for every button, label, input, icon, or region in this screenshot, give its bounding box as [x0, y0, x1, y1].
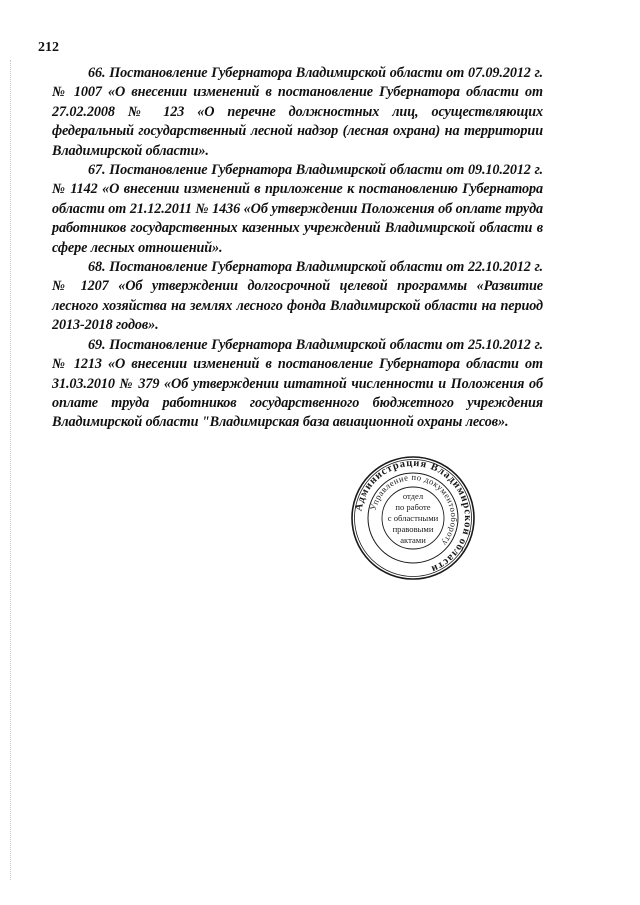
list-item: 67. Постановление Губернатора Владимирской области от 09.10.2012 г. № 1142 «О внесении изменений в приложение к постановлению Губернатора области от 21.12.2011 № 1436 «Об утверждении Положения об оплате труда работников государственных казенных учреждений Владимирской области в сфере лесных отношений».	[52, 162, 543, 256]
page-number: 212	[38, 40, 59, 55]
list-item: 66. Постановление Губернатора Владимирской области от 07.09.2012 г. № 1007 «О внесении изменений в постановление Губернатора области от 27.02.2008 № 123 «О перечне должностных лиц, осуществляющих федеральный государственный лесной надзор (лесная охрана) на территории Владимирской области».	[52, 65, 543, 159]
document-body	[52, 64, 543, 433]
stamp-outer-text: Администрация Владимирской области	[353, 457, 474, 575]
stamp-center-line: актами	[400, 535, 426, 545]
official-stamp	[350, 455, 476, 581]
list-item: 68. Постановление Губернатора Владимирской области от 22.10.2012 г. № 1207 «Об утверждении долгосрочной целевой программы «Развитие лесного хозяйства на землях лесного фонда Владимирской области на период 2013-2018 годов».	[52, 259, 543, 334]
stamp-center-line: правовыми	[392, 524, 434, 534]
stamp-center-line: с областными	[387, 513, 439, 523]
binding-edge-marks	[10, 60, 11, 880]
stamp-inner-text: Управление по документообороту	[367, 471, 460, 549]
stamp-center-line: отдел	[402, 491, 424, 501]
stamp-center-line: по работе	[395, 502, 431, 512]
list-item: 69. Постановление Губернатора Владимирской области от 25.10.2012 г. № 1213 «О внесении изменений в постановление Губернатора области от 31.03.2010 № 379 «Об утверждении штатной численности и Положения об оплате труда работников государственного бюджетного учреждения Владимирской области "Владимирская база авиационной охраны лесов».	[52, 336, 543, 431]
stamp-seal-icon	[350, 455, 476, 581]
